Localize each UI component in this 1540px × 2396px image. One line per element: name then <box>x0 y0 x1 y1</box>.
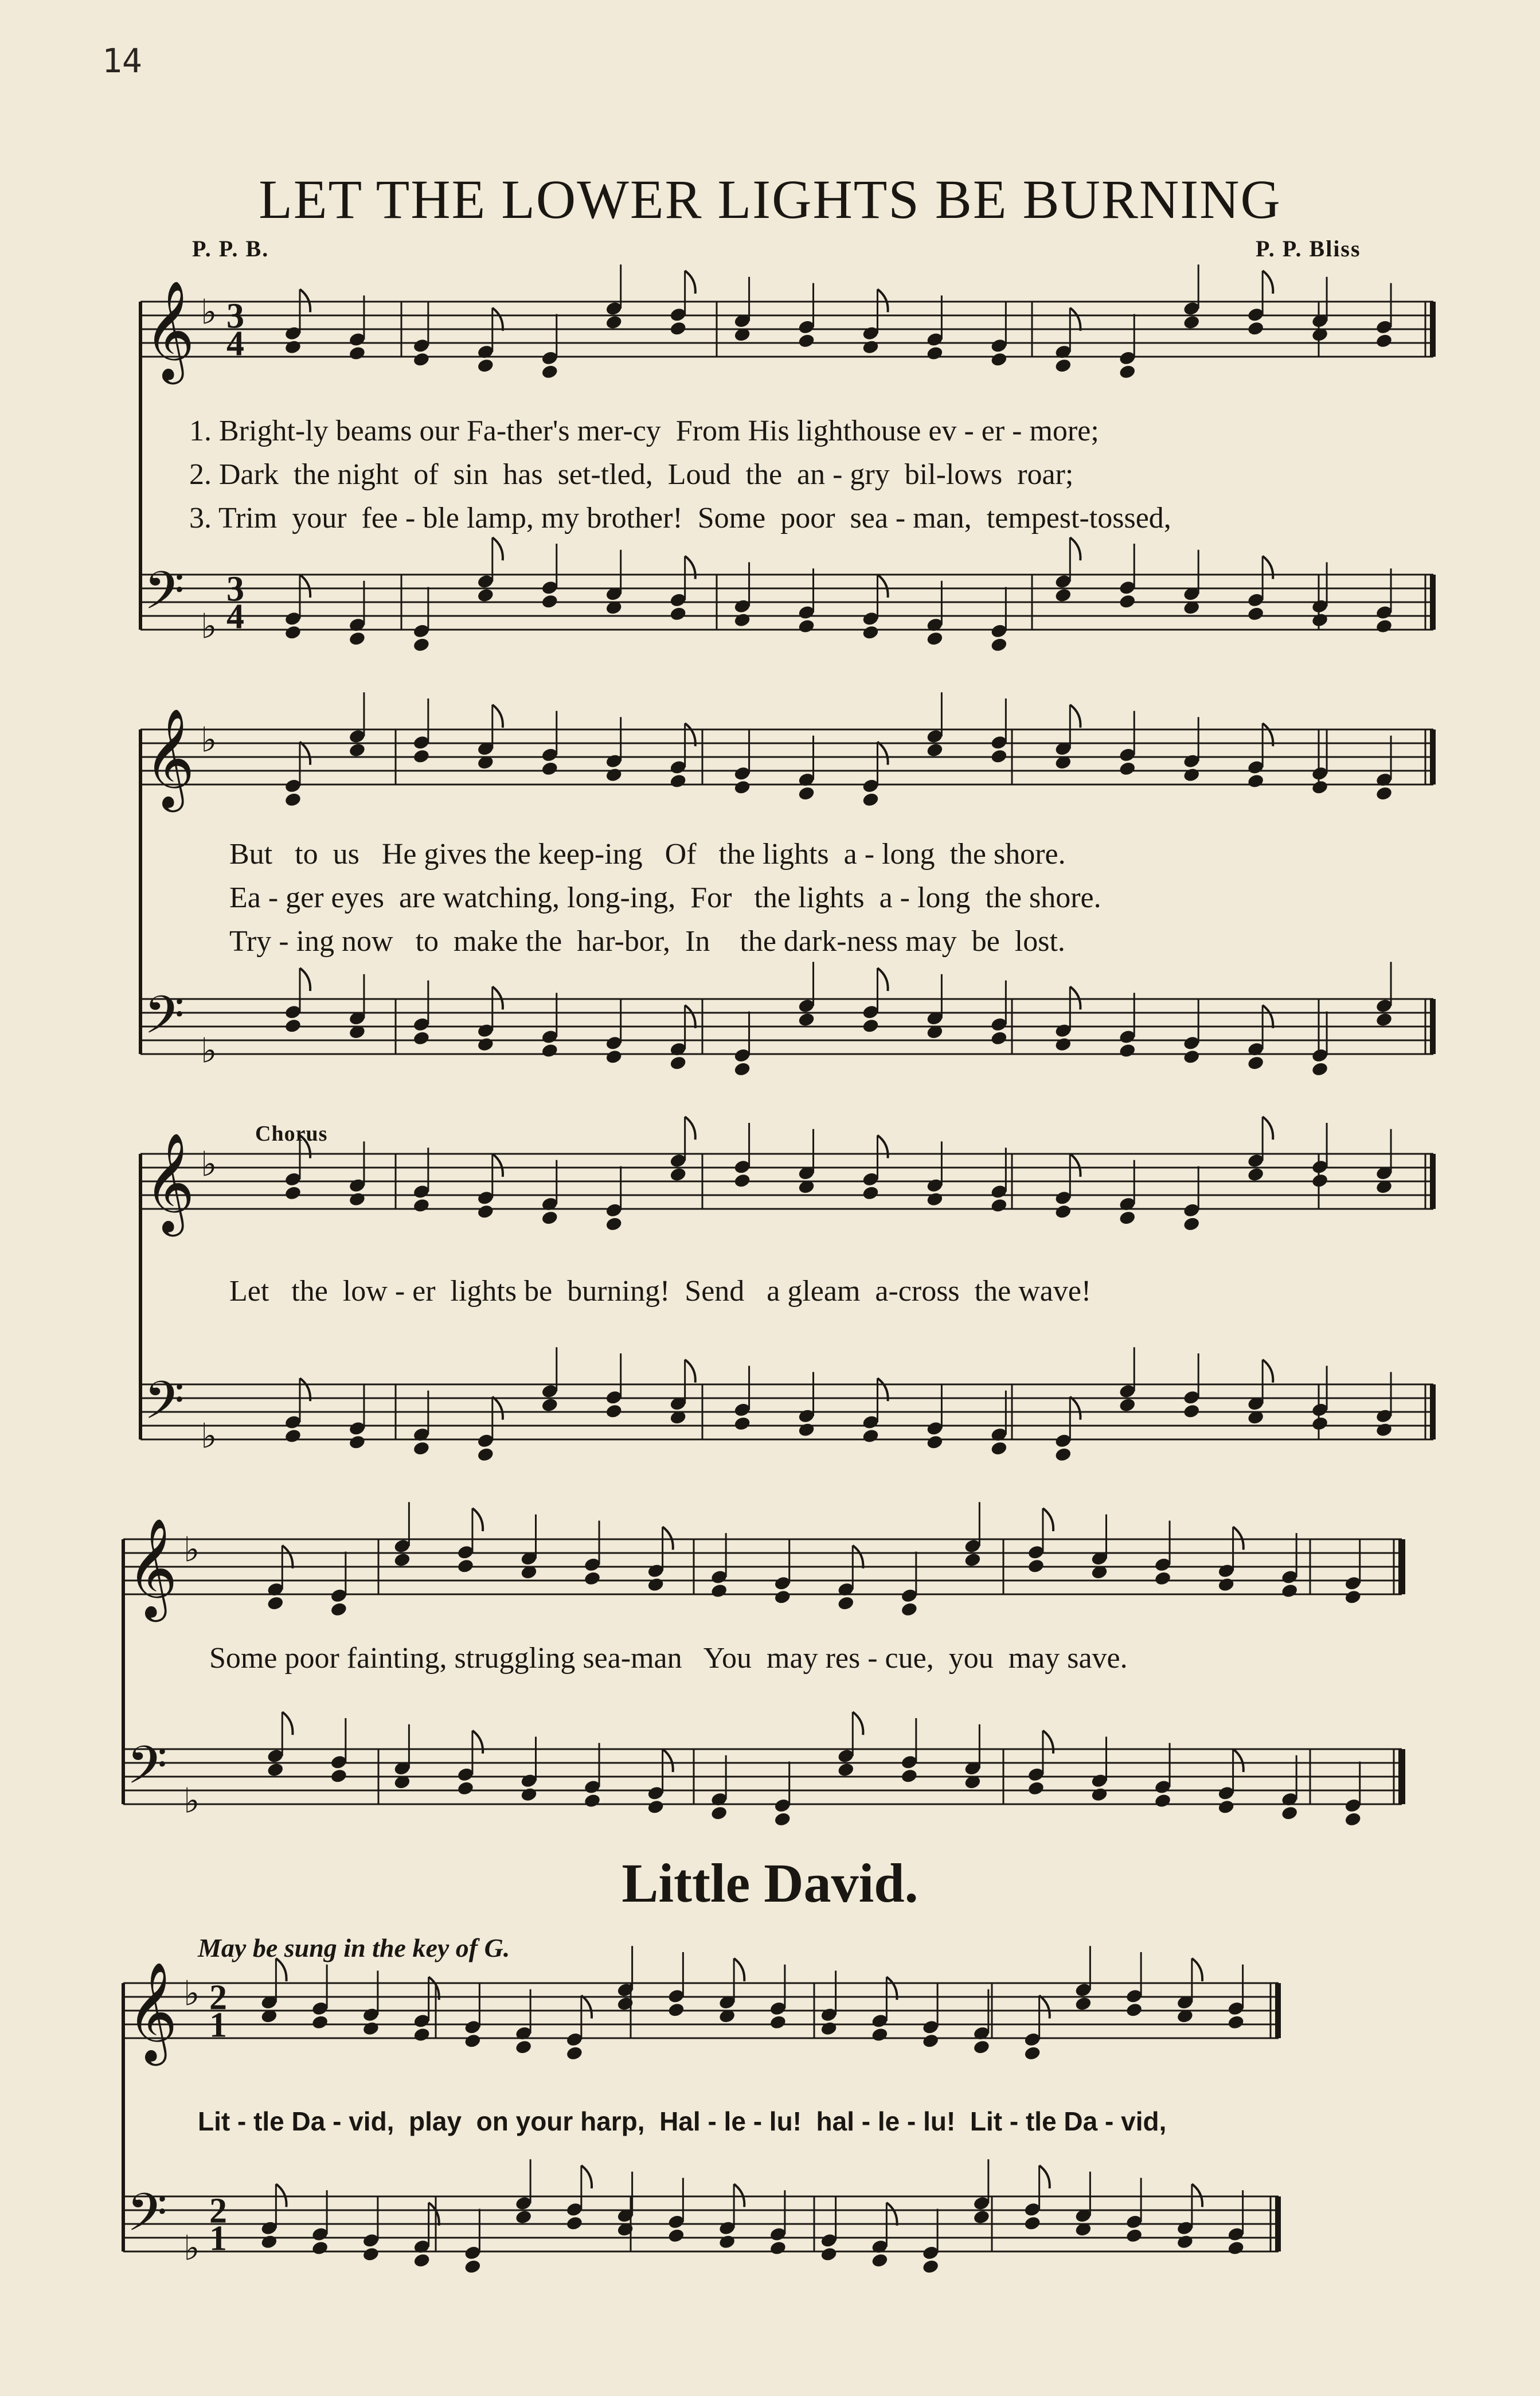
sys3-treble-note-lower-13 <box>1119 1210 1136 1226</box>
sys5-treble-note-lower-5 <box>514 2039 532 2055</box>
sys3-treble-note-lower-6 <box>669 1166 687 1183</box>
sys3-treble-flag-0 <box>300 1135 310 1158</box>
sys3-treble-note-lower-11 <box>990 1197 1008 1213</box>
sys4-bass-note-lower-17 <box>1344 1812 1362 1828</box>
sys2-bass-flag-3 <box>493 986 503 1009</box>
sys5-treble-note-lower-2 <box>362 2020 380 2036</box>
sys1-bass-note-lower-6 <box>669 606 687 622</box>
sys5-treble-note-lower-17 <box>1125 2002 1143 2018</box>
sys2-bass-note-lower-15 <box>1247 1055 1265 1071</box>
sys3-treble-note-lower-5 <box>605 1216 623 1232</box>
sys4-treble-flag-15 <box>1233 1527 1244 1550</box>
sys4-bass-note-lower-3 <box>456 1781 474 1797</box>
sys5-bass-note-lower-11 <box>820 2246 838 2262</box>
sys4-treble-note-lower-2 <box>393 1552 411 1568</box>
sys3-bass-note-lower-14 <box>1183 1403 1201 1419</box>
sys1-treble-flag-12 <box>1070 308 1080 331</box>
sys1-treble-note-lower-5 <box>605 314 623 330</box>
sys2-treble-end-thick <box>1430 729 1436 785</box>
sys1-treble-flag-3 <box>493 308 503 331</box>
sys1-treble-flag-6 <box>685 271 695 294</box>
sys2-treble-note-lower-6 <box>669 773 687 789</box>
sys5-treble-note-lower-15 <box>1023 2046 1041 2062</box>
sys3-bass-note-lower-9 <box>862 1428 880 1444</box>
sys4-treble-note-lower-14 <box>1154 1571 1171 1587</box>
sys2-treble-note-lower-15 <box>1247 773 1265 789</box>
sys4-treble-note-lower-0 <box>267 1595 284 1611</box>
sys5-bass-flag-18 <box>1192 2184 1202 2207</box>
sys1-bass-note-lower-1 <box>348 631 366 647</box>
sys3-bass-flag-15 <box>1263 1360 1273 1383</box>
sys5-treble-flag-6 <box>581 1996 592 2019</box>
system-3-lyric-chorus: Let the low - er lights be burning! Send a gleam a-cross the wave! <box>229 1275 1092 1308</box>
sys2-bass-note-lower-16 <box>1311 1062 1328 1078</box>
sys5-treble-note-lower-19 <box>1227 2015 1245 2031</box>
sys5-treble-time-top: 2 <box>209 1978 227 2018</box>
sys3-bass-note-lower-8 <box>798 1422 815 1438</box>
sys4-treble-flat-icon: ♭ <box>183 1529 200 1570</box>
system-1-lyric-verse-1: 1. Bright-ly beams our Fa-ther's mer-cy From His lighthouse ev - er - more; <box>189 415 1099 447</box>
lyricist-credit: P. P. B. <box>192 236 269 262</box>
sys1-bass-flag-6 <box>685 556 695 579</box>
sys4-bass-flag-9 <box>853 1712 863 1735</box>
sys2-treble-treble-clef-icon: 𝄞 <box>144 708 195 808</box>
sys2-treble-flag-12 <box>1070 705 1080 728</box>
sys5-bass-note-lower-13 <box>921 2259 939 2275</box>
sys3-bass-note-lower-2 <box>412 1441 430 1457</box>
sys4-treble-note-lower-17 <box>1344 1589 1362 1605</box>
sys5-bass-time-top: 2 <box>209 2191 227 2231</box>
sys4-bass-note-lower-8 <box>773 1812 791 1828</box>
sys5-treble-flag-9 <box>734 1958 744 1981</box>
sys3-bass-note-lower-7 <box>733 1416 751 1432</box>
sys4-bass-note-lower-9 <box>837 1762 855 1778</box>
sys1-bass-flag-15 <box>1263 556 1273 579</box>
sys1-bass-note-lower-17 <box>1375 618 1393 634</box>
sys2-bass-note-lower-9 <box>862 1018 880 1034</box>
sys5-bass-note-lower-2 <box>362 2246 380 2262</box>
sys4-treble-flag-12 <box>1043 1508 1053 1531</box>
sys2-bass-note-lower-5 <box>605 1049 623 1065</box>
sys4-bass-flag-15 <box>1233 1749 1244 1772</box>
sys5-bass-note-lower-1 <box>311 2240 329 2256</box>
sys1-bass-time-bottom: 4 <box>226 597 244 637</box>
sys5-bass-end-thick <box>1275 2196 1281 2251</box>
sys1-bass-end-thick <box>1430 575 1436 630</box>
sys1-treble-note-lower-3 <box>476 358 494 374</box>
sys3-treble-flag-6 <box>685 1117 695 1140</box>
sys3-treble-note-lower-15 <box>1247 1166 1265 1183</box>
sys5-bass-flag-0 <box>276 2184 286 2207</box>
system-2-lyric-verse-1: But to us He gives the keep-ing Of the lights a - long the shore. <box>229 838 1066 871</box>
sys1-treble-note-lower-15 <box>1247 321 1265 337</box>
sys2-treble-flag-9 <box>877 742 888 765</box>
sys2-treble-note-lower-13 <box>1119 761 1136 777</box>
sys3-bass-note-lower-1 <box>348 1434 366 1450</box>
sys1-bass-note-lower-8 <box>798 618 815 634</box>
sys5-treble-note-lower-6 <box>565 2046 583 2062</box>
sys5-treble-treble-clef-icon: 𝄞 <box>127 1961 178 2062</box>
sys5-bass-note-lower-6 <box>565 2215 583 2231</box>
sys5-treble-note-lower-12 <box>871 2027 889 2043</box>
sys5-treble-flat-icon: ♭ <box>183 1973 200 2014</box>
sys1-treble-note-lower-6 <box>669 321 687 337</box>
sys1-treble-note-lower-12 <box>1054 358 1072 374</box>
sys4-treble-flag-9 <box>853 1546 863 1568</box>
sys3-bass-note-lower-12 <box>1054 1447 1072 1463</box>
sys4-bass-note-lower-7 <box>710 1805 728 1821</box>
sys3-bass-flag-12 <box>1070 1397 1080 1420</box>
sys2-bass-note-lower-14 <box>1183 1049 1201 1065</box>
sys5-treble-note-lower-11 <box>820 2020 838 2036</box>
sys4-treble-note-lower-10 <box>900 1602 918 1618</box>
sys4-bass-note-lower-4 <box>520 1786 538 1802</box>
sys4-bass-flag-12 <box>1043 1731 1053 1754</box>
sys5-bass-note-lower-15 <box>1023 2215 1041 2231</box>
sys3-bass-end-thick <box>1430 1384 1436 1439</box>
sys2-bass-note-lower-0 <box>284 1018 302 1034</box>
sys5-treble-note-lower-10 <box>769 2015 787 2031</box>
sys5-bass-note-lower-10 <box>769 2240 787 2256</box>
system-2-lyric-verse-3: Try - ing now to make the har-bor, In the dark-ness may be lost. <box>229 925 1065 958</box>
sys5-bass-flag-3 <box>429 2203 439 2226</box>
sys4-treble-note-lower-11 <box>964 1552 982 1568</box>
sys5-treble-note-lower-1 <box>311 2015 329 2031</box>
sys2-treble-note-lower-8 <box>798 786 815 802</box>
sys3-treble-flat-icon: ♭ <box>201 1144 217 1185</box>
sys4-treble-note-lower-1 <box>330 1602 347 1618</box>
sys2-bass-flat-icon: ♭ <box>201 1031 217 1071</box>
sys5-bass-time-bottom: 1 <box>209 2219 227 2258</box>
sys4-bass-note-lower-16 <box>1281 1805 1299 1821</box>
sys3-treble-note-lower-9 <box>862 1185 880 1201</box>
sys3-bass-note-lower-10 <box>926 1434 944 1450</box>
sys2-treble-note-lower-16 <box>1311 779 1328 795</box>
sys4-treble-note-lower-9 <box>837 1595 855 1611</box>
sys3-bass-note-lower-3 <box>476 1447 494 1463</box>
sys1-treble-note-lower-2 <box>412 352 430 368</box>
sys4-bass-note-lower-13 <box>1090 1786 1108 1802</box>
sys4-bass-note-lower-10 <box>900 1768 918 1784</box>
sys2-treble-note-lower-17 <box>1375 786 1393 802</box>
sys4-bass-note-lower-14 <box>1154 1793 1171 1809</box>
sys5-treble-note-lower-16 <box>1074 1996 1092 2012</box>
sys1-treble-note-lower-9 <box>862 339 880 355</box>
sys1-bass-note-lower-4 <box>541 594 558 610</box>
sys1-treble-note-lower-1 <box>348 345 366 361</box>
sys4-treble-end-thick <box>1398 1539 1405 1594</box>
sys5-treble-end-thick <box>1275 1983 1281 2038</box>
sys1-treble-flag-15 <box>1263 271 1273 294</box>
sys4-bass-flag-3 <box>472 1731 483 1754</box>
sys1-treble-time-bottom: 4 <box>226 324 244 364</box>
sys3-treble-note-lower-1 <box>348 1191 366 1207</box>
sys3-bass-flag-6 <box>685 1360 695 1383</box>
composer-credit: P. P. Bliss <box>1256 236 1361 262</box>
sys3-treble-flag-9 <box>877 1135 888 1158</box>
key-note: May be sung in the key of G. <box>198 1933 510 1962</box>
sys2-bass-note-lower-12 <box>1054 1036 1072 1052</box>
sys4-bass-end-thick <box>1398 1749 1405 1804</box>
sys3-treble-note-lower-0 <box>284 1185 302 1201</box>
sys5-bass-note-lower-4 <box>464 2259 482 2275</box>
little-david-lyric: Lit - tle Da - vid, play on your harp, Hal - le - lu! hal - le - lu! Lit - tle Da - vid, <box>198 2106 1167 2136</box>
page-number: 14 <box>102 41 142 80</box>
sys1-bass-note-lower-2 <box>412 637 430 653</box>
sys2-bass-end-thick <box>1430 999 1436 1054</box>
sys1-treble-note-lower-4 <box>541 364 558 380</box>
sys2-bass-note-lower-8 <box>798 1012 815 1028</box>
sys3-treble-note-lower-4 <box>541 1210 558 1226</box>
sys3-treble-treble-clef-icon: 𝄞 <box>144 1132 195 1232</box>
sys3-treble-note-lower-7 <box>733 1173 751 1189</box>
system-1-lyric-verse-2: 2. Dark the night of sin has set-tled, Loud the an - gry bil-lows roar; <box>189 458 1074 491</box>
sys4-treble-treble-clef-icon: 𝄞 <box>127 1517 178 1618</box>
sys1-treble-treble-clef-icon: 𝄞 <box>144 280 195 380</box>
sys2-treble-note-lower-2 <box>412 748 430 764</box>
sys1-bass-flat-icon: ♭ <box>201 606 217 647</box>
sys4-treble-note-lower-15 <box>1217 1576 1235 1593</box>
sys1-bass-note-lower-0 <box>284 625 302 641</box>
sys3-bass-note-lower-4 <box>541 1397 558 1413</box>
sys4-bass-note-lower-6 <box>647 1799 665 1815</box>
sys3-treble-note-lower-14 <box>1183 1216 1201 1232</box>
sys3-treble-note-lower-2 <box>412 1197 430 1213</box>
sys2-bass-note-lower-4 <box>541 1043 558 1059</box>
sys1-bass-flag-12 <box>1070 537 1080 560</box>
sys5-treble-note-lower-3 <box>413 2027 431 2043</box>
sys3-bass-bass-clef-icon: 𝄢 <box>144 1369 185 1443</box>
sys4-treble-flag-3 <box>472 1508 483 1531</box>
sys2-treble-note-lower-5 <box>605 767 623 783</box>
sys4-bass-note-lower-12 <box>1027 1781 1045 1797</box>
sys1-bass-note-lower-15 <box>1247 606 1265 622</box>
sys2-bass-note-lower-11 <box>990 1031 1008 1047</box>
sys1-bass-bass-clef-icon: 𝄢 <box>144 560 185 634</box>
sys5-bass-flag-12 <box>886 2203 897 2226</box>
sys5-bass-note-lower-18 <box>1176 2234 1194 2250</box>
sys4-bass-flag-6 <box>663 1749 673 1772</box>
sys3-bass-note-lower-5 <box>605 1403 623 1419</box>
sys1-bass-flag-3 <box>493 537 503 560</box>
sys5-bass-note-lower-3 <box>413 2253 431 2269</box>
sys4-bass-note-lower-5 <box>583 1793 601 1809</box>
system-4-lyric-chorus: Some poor fainting, struggling sea-man You may res - cue, you may save. <box>209 1642 1128 1675</box>
sys2-bass-note-lower-3 <box>476 1036 494 1052</box>
sys3-bass-flat-icon: ♭ <box>201 1416 217 1457</box>
sys1-treble-note-lower-17 <box>1375 333 1393 349</box>
sys2-bass-flag-12 <box>1070 986 1080 1009</box>
sys1-treble-time-top: 3 <box>226 296 244 336</box>
sys2-treble-note-lower-11 <box>990 748 1008 764</box>
sys2-bass-flag-0 <box>300 968 310 991</box>
sys2-treble-note-lower-10 <box>926 742 944 758</box>
sys1-treble-flag-9 <box>877 289 888 312</box>
sys1-treble-note-lower-10 <box>926 345 944 361</box>
sys4-treble-note-lower-8 <box>773 1589 791 1605</box>
sys1-bass-flag-0 <box>300 575 310 598</box>
sys3-treble-note-lower-12 <box>1054 1204 1072 1220</box>
sys5-bass-note-lower-17 <box>1125 2228 1143 2244</box>
sys1-treble-note-lower-8 <box>798 333 815 349</box>
sys5-treble-note-lower-14 <box>972 2039 990 2055</box>
sys2-treble-flat-icon: ♭ <box>201 720 217 760</box>
sys2-treble-flag-3 <box>493 705 503 728</box>
sys5-bass-flag-6 <box>581 2165 592 2188</box>
chorus-label: Chorus <box>255 1122 328 1146</box>
sys3-treble-note-lower-3 <box>476 1204 494 1220</box>
hymn-title: LET THE LOWER LIGHTS BE BURNING <box>259 169 1281 230</box>
sys4-bass-bass-clef-icon: 𝄢 <box>127 1734 167 1808</box>
sys3-treble-flag-3 <box>493 1154 503 1177</box>
sys1-bass-note-lower-10 <box>926 631 944 647</box>
sys5-bass-note-lower-12 <box>871 2253 889 2269</box>
sys3-bass-flag-3 <box>493 1397 503 1420</box>
sys2-bass-note-lower-17 <box>1375 1012 1393 1028</box>
sys5-bass-note-lower-8 <box>667 2228 685 2244</box>
sys3-bass-note-lower-11 <box>990 1441 1008 1457</box>
sys4-treble-flag-6 <box>663 1527 673 1550</box>
sys2-treble-flag-0 <box>300 742 310 765</box>
sys5-bass-note-lower-9 <box>718 2234 736 2250</box>
sys1-treble-note-lower-11 <box>990 352 1008 368</box>
sys4-bass-flat-icon: ♭ <box>183 1781 200 1821</box>
sys3-treble-end-thick <box>1430 1154 1436 1209</box>
sys5-bass-note-lower-5 <box>514 2209 532 2225</box>
sys1-bass-note-lower-12 <box>1054 587 1072 603</box>
sys1-treble-flat-icon: ♭ <box>201 292 217 333</box>
sys2-bass-bass-clef-icon: 𝄢 <box>144 984 185 1058</box>
sys4-treble-note-lower-5 <box>583 1571 601 1587</box>
sys1-treble-note-lower-0 <box>284 339 302 355</box>
sys5-treble-flag-15 <box>1039 1996 1050 2019</box>
second-hymn-title: Little David. <box>622 1852 918 1914</box>
sys4-treble-note-lower-7 <box>710 1583 728 1599</box>
sys3-bass-note-lower-0 <box>284 1428 302 1444</box>
sys2-treble-note-lower-4 <box>541 761 558 777</box>
sys5-bass-flag-15 <box>1039 2165 1050 2188</box>
sys3-bass-note-lower-13 <box>1119 1397 1136 1413</box>
system-1-lyric-verse-3: 3. Trim your fee - ble lamp, my brother! Some poor sea - man, tempest-tossed, <box>189 502 1171 534</box>
sys1-bass-note-lower-11 <box>990 637 1008 653</box>
sys1-bass-flag-9 <box>877 575 888 598</box>
sys4-bass-note-lower-0 <box>267 1762 284 1778</box>
sys1-treble-note-lower-14 <box>1183 314 1201 330</box>
sys4-treble-flag-0 <box>282 1546 292 1568</box>
sys5-treble-flag-18 <box>1192 1958 1202 1981</box>
sys5-treble-note-lower-8 <box>667 2002 685 2018</box>
system-2-lyric-verse-2: Ea - ger eyes are watching, long-ing, For the lights a - long the shore. <box>229 881 1101 914</box>
sys2-bass-note-lower-2 <box>412 1031 430 1047</box>
sys4-bass-flag-0 <box>282 1712 292 1735</box>
sys2-bass-note-lower-7 <box>733 1062 751 1078</box>
sys4-treble-note-lower-3 <box>456 1558 474 1574</box>
sys5-treble-note-lower-4 <box>464 2033 482 2049</box>
sys4-treble-note-lower-6 <box>647 1576 665 1593</box>
sys5-treble-note-lower-7 <box>616 1996 634 2012</box>
sys1-bass-note-lower-13 <box>1119 594 1136 610</box>
sys2-treble-note-lower-1 <box>348 742 366 758</box>
sys3-treble-note-lower-16 <box>1311 1173 1328 1189</box>
sys3-bass-note-lower-17 <box>1375 1422 1393 1438</box>
sys5-treble-note-lower-13 <box>921 2033 939 2049</box>
sys1-bass-note-lower-16 <box>1311 612 1328 628</box>
sys2-treble-note-lower-7 <box>733 779 751 795</box>
sys4-treble-note-lower-12 <box>1027 1558 1045 1574</box>
sys2-bass-flag-15 <box>1263 1005 1273 1028</box>
sys3-treble-note-lower-10 <box>926 1191 944 1207</box>
sys1-treble-flag-0 <box>300 289 310 312</box>
sys1-bass-note-lower-7 <box>733 612 751 628</box>
sys5-bass-note-lower-19 <box>1227 2240 1245 2256</box>
sys5-bass-flat-icon: ♭ <box>183 2228 200 2269</box>
sys3-bass-note-lower-16 <box>1311 1416 1328 1432</box>
sys3-treble-flag-15 <box>1263 1117 1273 1140</box>
sys2-bass-note-lower-6 <box>669 1055 687 1071</box>
sys3-treble-flag-12 <box>1070 1154 1080 1177</box>
sys4-bass-note-lower-1 <box>330 1768 347 1784</box>
sys2-treble-note-lower-14 <box>1183 767 1201 783</box>
sys2-treble-note-lower-9 <box>862 792 880 808</box>
sys5-treble-time-bottom: 1 <box>209 2005 227 2045</box>
sys1-bass-time-top: 3 <box>226 569 244 609</box>
sys2-bass-flag-6 <box>685 1005 695 1028</box>
sys2-bass-note-lower-13 <box>1119 1043 1136 1059</box>
sys5-bass-note-lower-14 <box>972 2209 990 2225</box>
sys1-bass-note-lower-9 <box>862 625 880 641</box>
sys4-bass-note-lower-15 <box>1217 1799 1235 1815</box>
sys5-bass-bass-clef-icon: 𝄢 <box>127 2182 167 2255</box>
sys2-bass-flag-9 <box>877 968 888 991</box>
sys1-treble-note-lower-13 <box>1119 364 1136 380</box>
sys1-bass-note-lower-3 <box>476 587 494 603</box>
sys4-treble-note-lower-16 <box>1281 1583 1299 1599</box>
sys2-treble-note-lower-0 <box>284 792 302 808</box>
sys5-bass-flag-9 <box>734 2184 744 2207</box>
sys5-bass-note-lower-0 <box>260 2234 278 2250</box>
sys1-treble-end-thick <box>1430 302 1436 357</box>
